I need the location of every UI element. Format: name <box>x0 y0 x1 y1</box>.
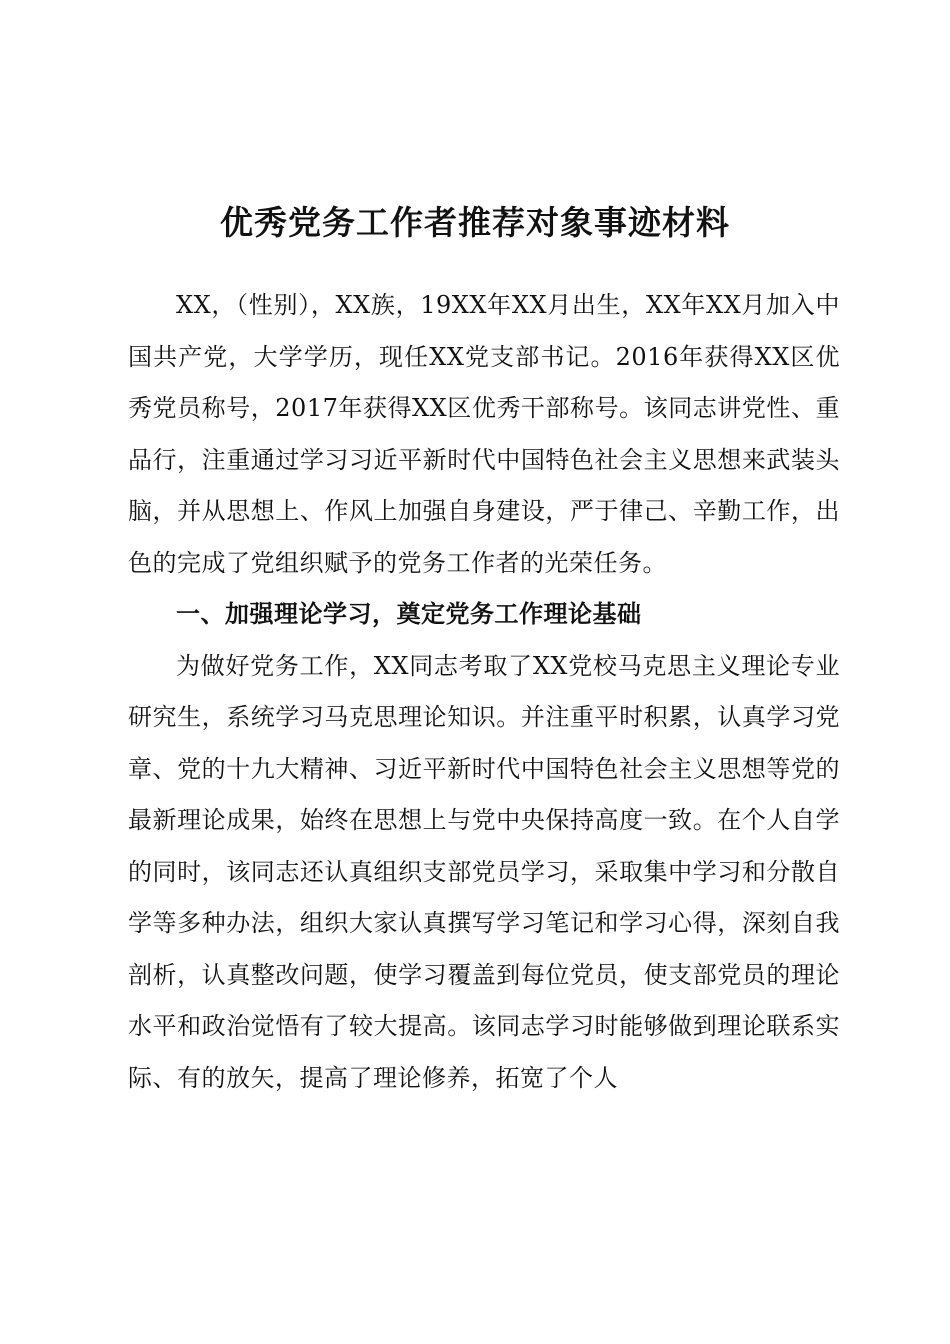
document-body <box>128 280 840 1104</box>
intro-paragraph: XX，（性别），XX族，19XX年XX月出生，XX年XX月加入中国共产党，大学学历，现任XX党支部书记。2016年获得XX区优秀党员称号，2017年获得XX区优秀干部称号。该同志讲党性、重品行，注重通过学习习近平新时代中国特色社会主义思想来武装头脑，并从思想上、作风上加强自身建设，严于律己、辛勤工作，出色的完成了党组织赋予的党务工作者的光荣任务。 <box>128 291 840 577</box>
document-title: 优秀党务工作者推荐对象事迹材料 <box>220 203 730 242</box>
section-1-paragraph: 为做好党务工作，XX同志考取了XX党校马克思主义理论专业研究生，系统学习马克思理论知识。并注重平时积累，认真学习党章、党的十九大精神、习近平新时代中国特色社会主义思想等党的最新理论成果，始终在思想上与党中央保持高度一致。在个人自学的同时，该同志还认真组织支部党员学习，采取集中学习和分散自学等多种办法，组织大家认真撰写学习笔记和学习心得，深刻自我剖析，认真整改问题，使学习覆盖到每位党员，使支部党员的理论水平和政治觉悟有了较大提高。该同志学习时能够做到理论联系实际、有的放矢，提高了理论修养，拓宽了个人 <box>128 651 840 1092</box>
section-1-heading: 一、加强理论学习，奠定党务工作理论基础 <box>176 600 642 628</box>
